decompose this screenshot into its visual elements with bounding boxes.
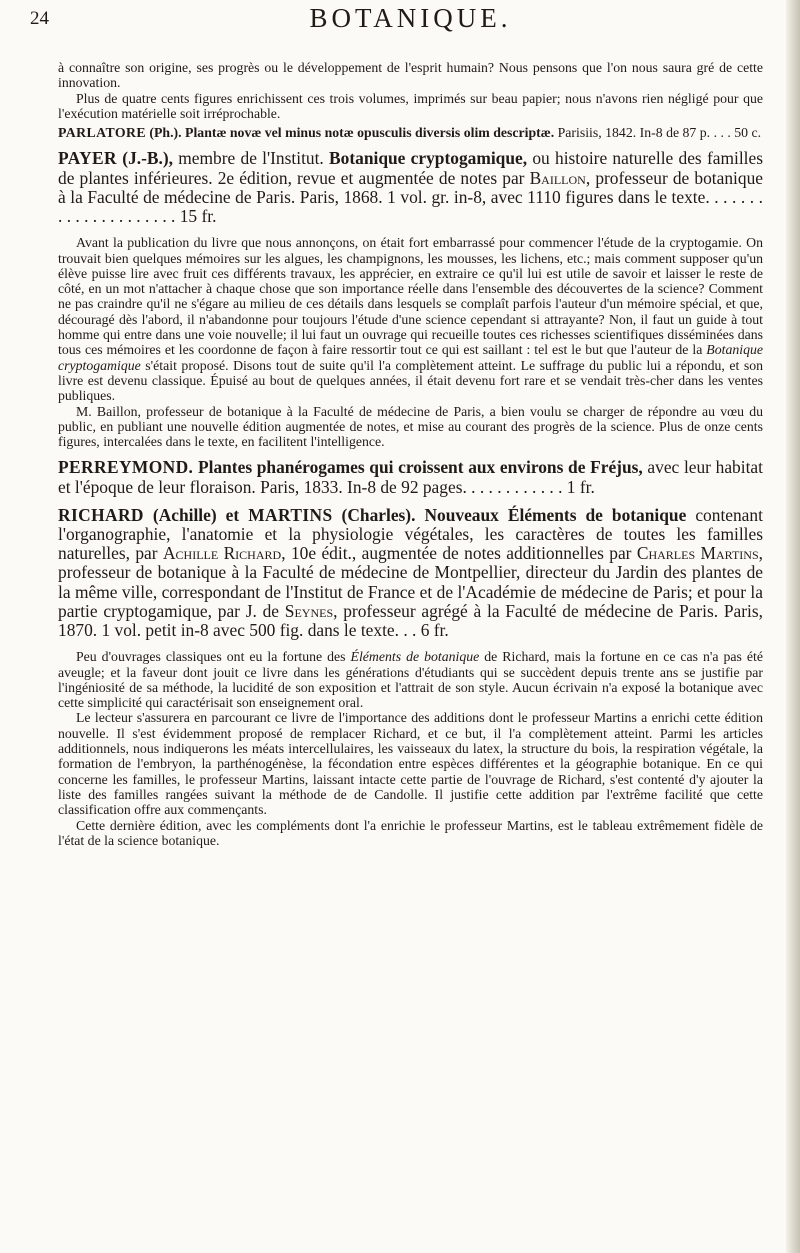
entry-perreymond — [58, 458, 763, 496]
page-edge — [786, 0, 800, 1253]
catalogue-text — [58, 60, 763, 848]
publication-details: avec leur habitat et l'époque de leur floraison. Paris, 1833. In-8 de 92 pages. . . . . . . . . . . . 1 fr. — [58, 457, 763, 497]
author-name: PAYER — [58, 148, 118, 169]
review-paragraph: Avant la publication du livre que nous annonçons, on était fort embarrassé pour commencer l'étude de la cryptogamie. On trouvait bien quelques mémoires sur les algues, les champignons, les mousses, les lichens, etc.; mais comment supposer qu'un élève puisse lire avec fruit ces différents travaux, les apprécier, en extraire ce qu'il lui est utile de savoir et laisser le reste de côté, en un mot n'attacher à chaque chose que son importance réelle dans l'ensemble des découvertes de la science? Comment ne pas craindre qu'il ne s'égare au milieu de ces détails dans lesquels se complaît parfois l'auteur d'un mémoire spécial, et que, découragé dès l'abord, il n'abandonne pour toujours l'étude d'une science cependant si attrayante? Non, il faut un guide à tout homme qui entre dans une voie nouvelle; il lui faut un ouvrage qui recueille toutes ces richesses scientifiques disséminées dans tous ces mémoires et les coordonne de façon à faire ressortir tout ce qui est saillant : tel est le but que l'auteur de la Botanique cryptogamique s'était proposé. Disons tout de suite qu'il l'a complètement atteint. Le suffrage du public lui a répondu, et son livre est devenu classique. Épuisé au bout de quelques années, il était devenu fort rare et se vendait très-cher dans les ventes publiques. — [58, 235, 764, 404]
author-name: MARTINS — [248, 504, 333, 525]
author-initial: (Achille) — [152, 504, 217, 525]
author-initial: (J.-B.), — [122, 148, 173, 169]
author-initial: (Charles). — [341, 504, 416, 525]
publication-details: professeur agrégé à la Faculté de médecine de Paris. Paris, 1870. 1 vol. petit in-8 avec 500 fig. dans le texte. . . 6 fr. — [58, 600, 763, 641]
editor-name: Baillon, — [529, 167, 591, 188]
book-title: Nouveaux Éléments de botanique — [424, 504, 687, 525]
author-initial: (Ph.). — [149, 125, 182, 141]
publication-details: professeur de botanique à la Faculté de médecine de Paris. Paris, 1868. 1 vol. gr. in-8, avec 1110 figures dans le texte. . . . . . . . . . . . . . . . . . . . . 15 fr. — [58, 167, 763, 227]
book-page — [30, 0, 764, 848]
author-ref: Seynes, — [284, 600, 338, 621]
publication-details: Parisiis, 1842. In-8 de 87 p. . . . 50 c. — [557, 125, 762, 141]
author-affiliation: membre de l'Institut. — [178, 148, 324, 169]
book-title: Plantæ novæ vel minus notæ opusculis diversis olim descriptæ. — [185, 125, 555, 141]
running-title: BOTANIQUE. — [309, 3, 512, 33]
intro-paragraph: Plus de quatre cents figures enrichissent ces trois volumes, imprimés sur beau papier; nous n'avons rien négligé pour que l'exécution matérielle soit irréprochable. — [58, 90, 763, 121]
author-name: RICHARD — [58, 504, 144, 525]
review-paragraph: Peu d'ouvrages classiques ont eu la fortune des Éléments de botanique de Richard, mais la fortune en ce cas n'a pas été aveugle; et la faveur dont jouit ce livre dans les générations d'étudiants qui se succèdent depuis trente ans se justifie par l'ingéniosité de sa méthode, la lucidité de son exposition et l'attrait de son style. Aucun écrivain n'a exposé la botanique avec cette simplicité qui caractérisait son enseignement oral. — [58, 649, 763, 711]
author-name: PERREYMOND. — [58, 457, 194, 478]
cited-title: Éléments de botanique — [350, 649, 480, 665]
review-paragraph: Cette dernière édition, avec les compléments dont l'a enrichie le professeur Martins, est le tableau extrêmement fidèle de l'état de la science botanique. — [58, 817, 763, 848]
entry-richard-martins: RICHARD (Achille) et MARTINS (Charles). Nouveaux Éléments de botanique contenant l'organographie, l'anatomie et la physiologie végétales, les caractères de toutes les familles naturelles, par Achille Richard, 10e édit., augmentée de notes additionnelles par Charles Martins, professeur de botanique à la Faculté de médecine de Montpellier, directeur du Jardin des plantes de la même ville, correspondant de l'Institut de France et de l'Académie de médecine de Paris; et pour la partie cryptogamique, par J. de Seynes, professeur agrégé à la Faculté de médecine de Paris. Paris, 1870. 1 vol. petit in-8 avec 500 fig. dans le texte. . . 6 fr. — [58, 504, 763, 641]
book-description: ou histoire naturelle des familles de plantes inférieures. 2e édition, revue et augmentée de notes par — [58, 148, 763, 188]
book-title: Botanique cryptogamique, — [329, 148, 528, 169]
page-header — [30, 0, 763, 46]
intro-paragraph: à connaître son origine, ses progrès ou le développement de l'esprit humain? Nous pensons que l'on nous saura gré de cette innovation. — [58, 60, 763, 91]
entry-parlatore — [58, 125, 763, 140]
entry-payer — [58, 149, 763, 226]
book-title: Plantes phanérogames qui croissent aux environs de Fréjus, — [197, 457, 643, 478]
author-ref: Achille Richard, — [162, 543, 286, 564]
review-paragraph: Le lecteur s'assurera en parcourant ce livre de l'importance des additions dont le professeur Martins a enrichi cette édition nouvelle. Il s'est évidemment proposé de remplacer Richard, et ce but, il l'a complètement atteint. Parmi les articles additionnels, nous indiquerons les méats intercellulaires, les vaisseaux du latex, la structure du bois, la respiration végétale, la formation de l'embryon, la parthénogénèse, la fécondation entre espèces différentes et la géographie botanique. En ce qui concerne les familles, le professeur Martins, laissant intacte cette partie de l'ouvrage de Richard, s'est contenté d'y ajouter la liste des familles rangées suivant la méthode de de Candolle. Il justifie cette addition par l'extrême facilité que cette classification offre aux commençants. — [58, 710, 763, 818]
page-number: 24 — [30, 8, 49, 29]
review-paragraph: M. Baillon, professeur de botanique à la Faculté de médecine de Paris, a bien voulu se charger de répondre au vœu du public, en publiant une nouvelle édition augmentée de notes, et mise au courant des progrès de la science. Plus de onze cents figures, intercalées dans le texte, en facilitent l'intelligence. — [58, 403, 763, 450]
author-name: PARLATORE — [58, 125, 146, 141]
author-ref: Charles Martins, — [636, 543, 763, 564]
cited-title: Botanique cryptogamique — [58, 342, 763, 373]
